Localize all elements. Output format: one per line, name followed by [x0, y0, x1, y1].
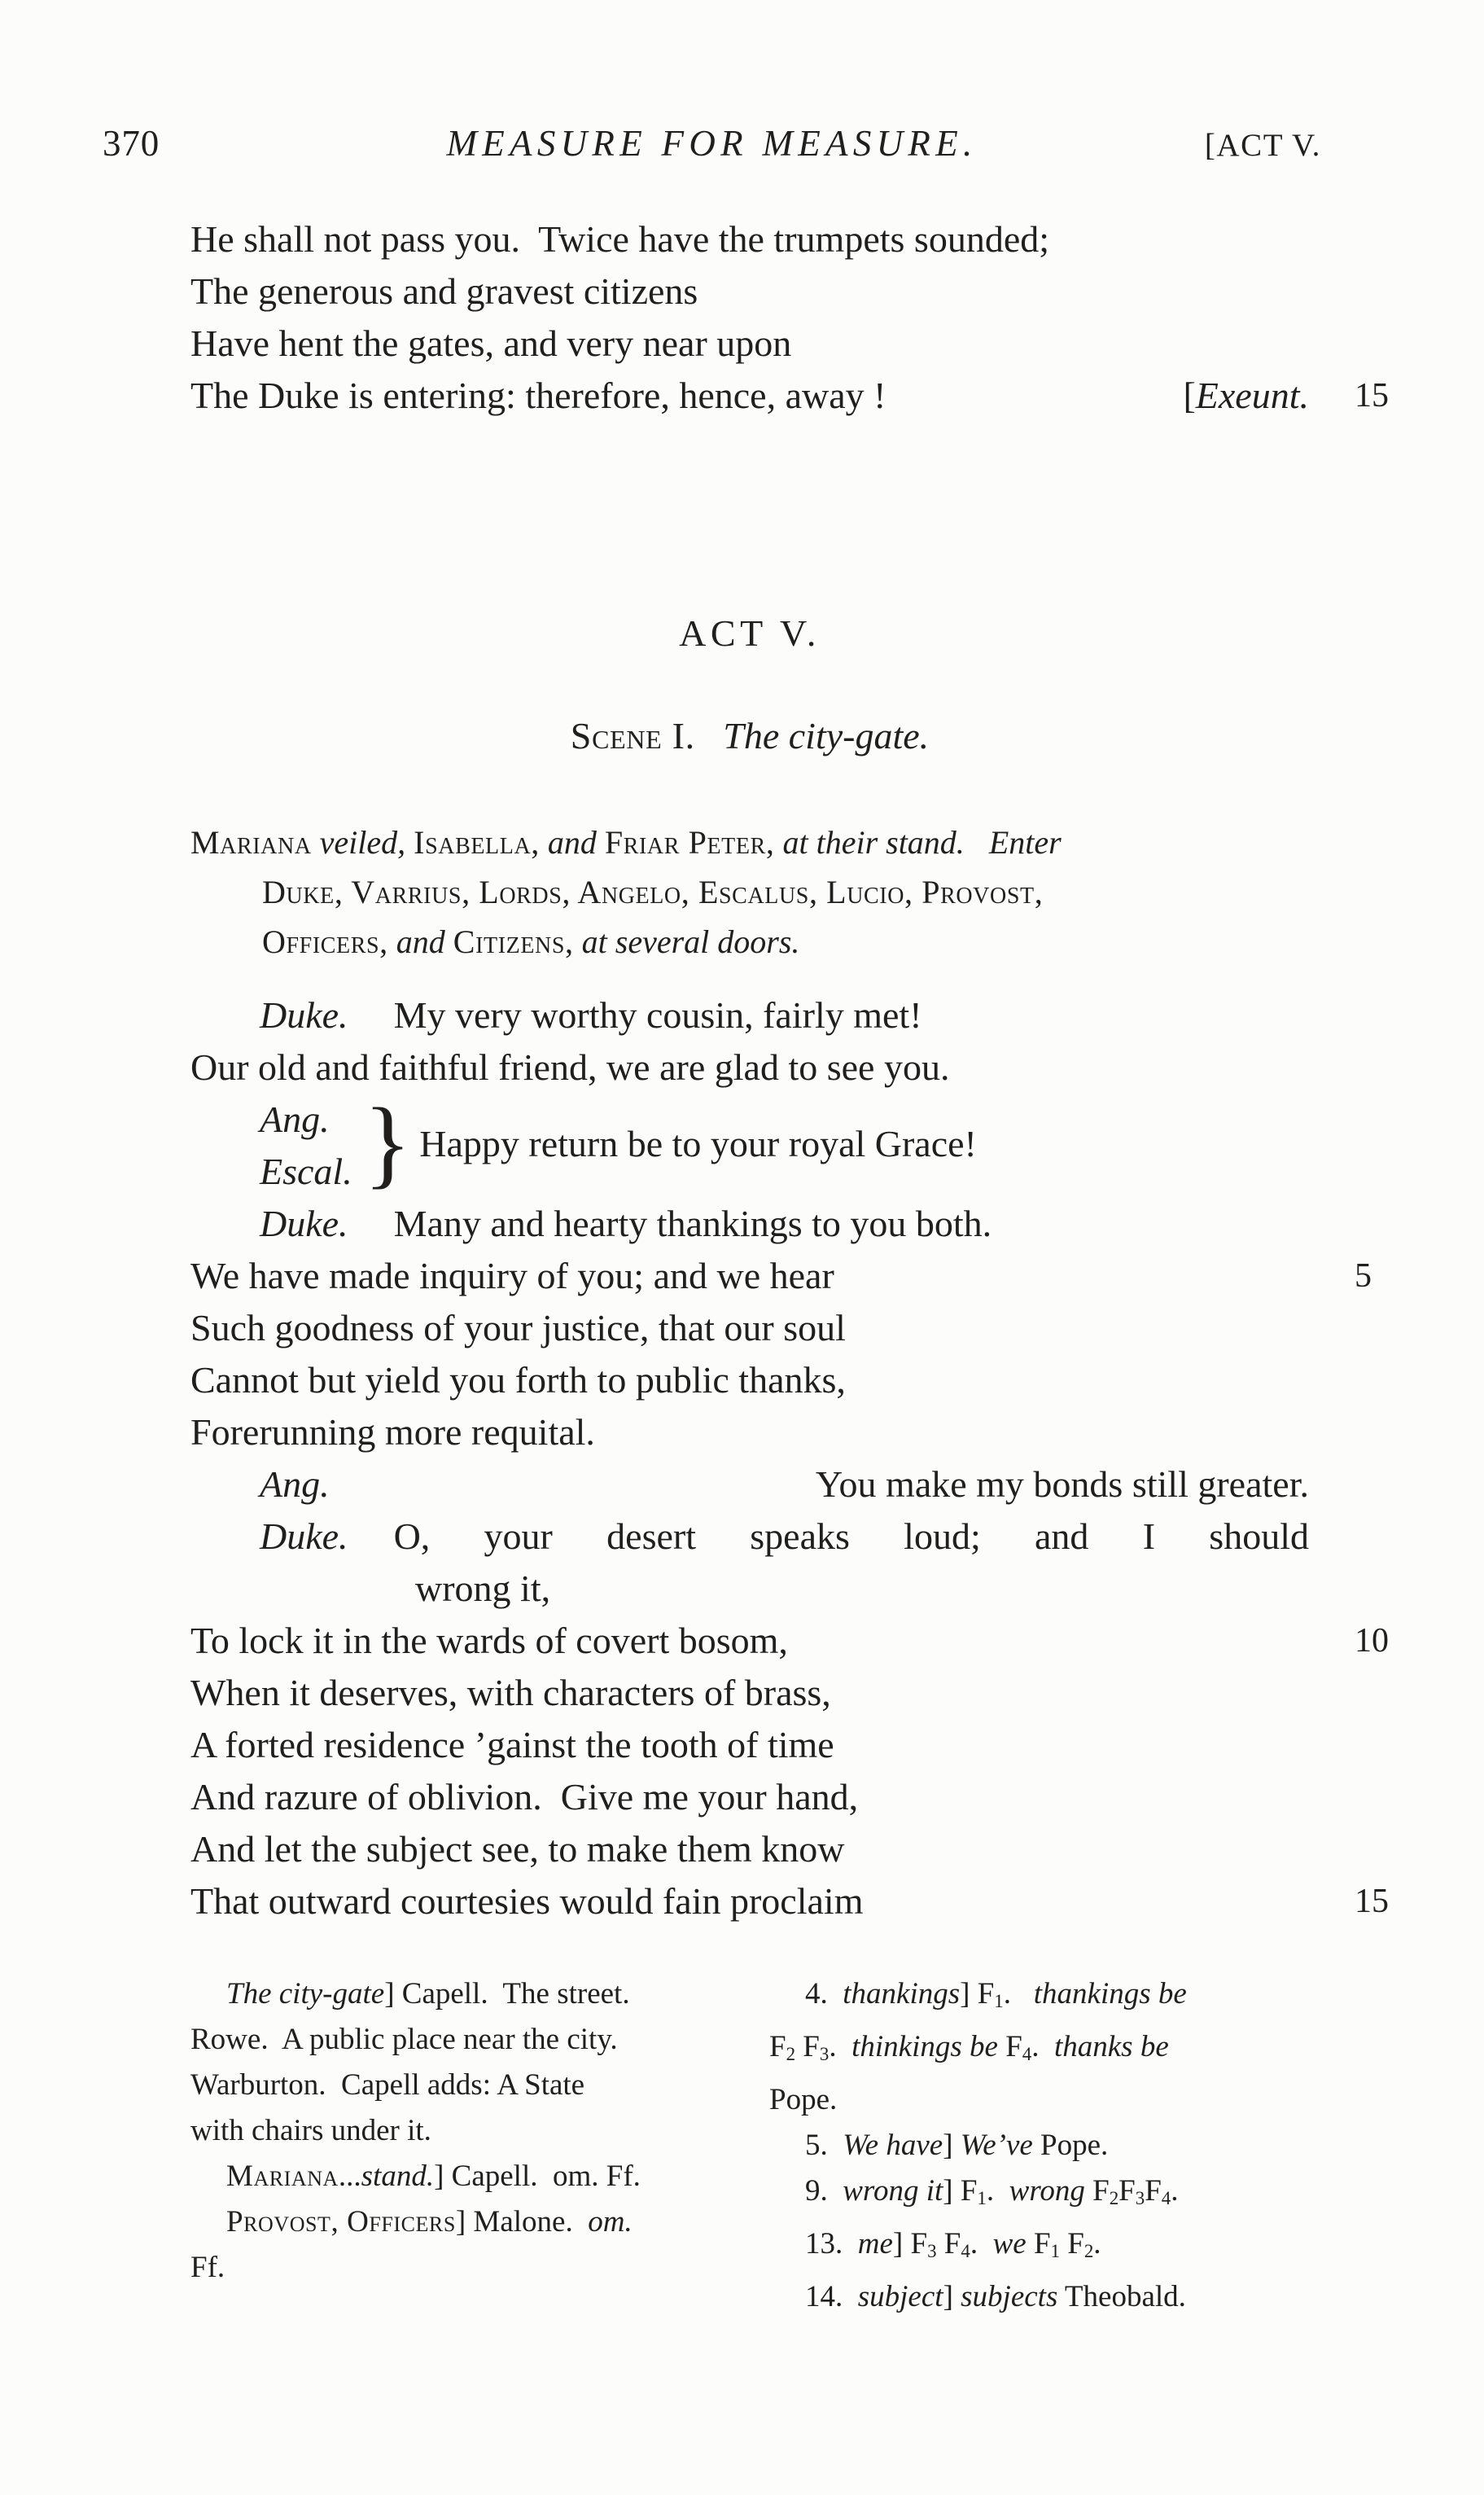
- text-segment: ...: [338, 2160, 361, 2193]
- text-segment: We have made inquiry of you; and we hear: [190, 1255, 834, 1296]
- stage-exit: [1183, 370, 1309, 422]
- italic-text: wrong: [1009, 2174, 1085, 2208]
- text-segment: F: [1084, 2174, 1110, 2208]
- stage-direction-line: [190, 867, 1309, 917]
- text-segment: You make my bonds still greater.: [815, 1463, 1309, 1505]
- subscript-figure: 3: [1135, 2188, 1145, 2209]
- italic-text: We’ve: [960, 2129, 1033, 2163]
- subscript-figure: 2: [1083, 2241, 1094, 2262]
- text-segment: O, your desert speaks loud; and I should: [393, 1515, 1309, 1557]
- text-segment: F: [1059, 2227, 1084, 2261]
- stage-direction: [190, 818, 1309, 967]
- text-segment: He shall not pass you. Twice have the trumpets sounded;: [190, 218, 1050, 260]
- footnote-line: [190, 2199, 730, 2245]
- text-segment: F: [936, 2227, 961, 2261]
- text-segment: [540, 824, 548, 861]
- text-segment: My very worthy cousin, fairly met!: [393, 994, 922, 1036]
- text-segment: .: [970, 2227, 993, 2261]
- verse-line: [190, 1615, 1389, 1667]
- italic-text: me: [857, 2227, 893, 2261]
- verse-line: [190, 1198, 1309, 1250]
- footnote-line: [769, 2274, 1309, 2320]
- text-segment: .: [986, 2174, 1009, 2208]
- text-segment: with chairs under it.: [190, 2114, 431, 2147]
- verse-line: [190, 989, 1309, 1041]
- text-segment: Cannot but yield you forth to public thanks,: [190, 1359, 846, 1401]
- smallcaps-name: Mariana: [226, 2160, 339, 2193]
- footnote-column-left: [190, 1971, 730, 2320]
- italic-text: thanks be: [1053, 2030, 1169, 2064]
- text-segment: Have hent the gates, and very near upon: [190, 322, 792, 364]
- subscript-figure: 2: [1109, 2188, 1119, 2209]
- text-segment: ] Capell. om. Ff.: [434, 2160, 641, 2193]
- line-number: 10: [1355, 1622, 1389, 1660]
- verse-line: [190, 318, 1309, 370]
- speaker-names: [260, 1094, 352, 1198]
- text-segment: When it deserves, with characters of brass,: [190, 1672, 831, 1713]
- italic-text: thinkings be: [851, 2030, 998, 2064]
- text-segment: Forerunning more requital.: [190, 1411, 595, 1453]
- shared-speech-line: [190, 1088, 1309, 1198]
- text-segment: [312, 824, 320, 861]
- text-segment: ] F: [943, 2174, 978, 2208]
- italic-text: and: [547, 824, 597, 861]
- text-segment: ] Capell. The street.: [384, 1977, 630, 2010]
- subscript-figure: 1: [1050, 2241, 1060, 2262]
- text-segment: .: [1003, 1977, 1034, 2010]
- verse-line: [190, 1458, 1309, 1511]
- smallcaps-name: Friar Peter,: [604, 824, 775, 861]
- text-segment: And razure of oblivion. Give me your hand,: [190, 1776, 859, 1818]
- italic-text: and: [396, 923, 445, 960]
- smallcaps-name: Mariana: [190, 824, 312, 861]
- verse-line: [190, 1406, 1309, 1458]
- verse-line: [190, 1771, 1309, 1823]
- text-segment: [388, 923, 396, 960]
- subscript-figure: 1: [994, 1991, 1004, 2012]
- footnote-line: [769, 2077, 1309, 2123]
- italic-text: at their stand.: [782, 824, 965, 861]
- verse-line: [190, 1667, 1309, 1719]
- verse-line: [190, 1511, 1309, 1563]
- act-heading: ACT V.: [679, 612, 821, 654]
- italic-text: subject: [857, 2280, 943, 2314]
- text-segment: 9.: [805, 2174, 843, 2208]
- italic-text: veiled,: [319, 824, 406, 861]
- verse-line: [190, 1563, 1309, 1615]
- text-segment: F: [795, 2030, 820, 2064]
- text-segment: The generous and gravest citizens: [190, 270, 698, 312]
- subscript-figure: 2: [786, 2044, 796, 2065]
- footnote-line: [190, 1971, 730, 2017]
- text-segment: [405, 824, 414, 861]
- footnote-line: [769, 2024, 1309, 2077]
- text-segment: 13.: [805, 2227, 858, 2261]
- text-segment: Pope.: [1032, 2129, 1109, 2163]
- text-segment: That outward courtesies would fain proclaim: [190, 1880, 864, 1922]
- text-segment: ] F: [960, 1977, 995, 2010]
- text-segment: ]: [943, 2129, 961, 2163]
- text-segment: F: [1118, 2174, 1136, 2208]
- stage-direction-line: [190, 818, 1309, 867]
- text-segment: ] Malone.: [455, 2205, 589, 2238]
- italic-text: we: [992, 2227, 1027, 2261]
- verse-line: [190, 1354, 1309, 1406]
- footnote-line: [769, 2123, 1309, 2168]
- line-number: 5: [1355, 1257, 1372, 1295]
- italic-text: wrong it: [843, 2174, 943, 2208]
- italic-text: subjects: [961, 2280, 1058, 2314]
- speaker-name: Ang.: [260, 1098, 330, 1140]
- text-segment: .: [1031, 2030, 1054, 2064]
- text-segment: Warburton. Capell adds: A State: [190, 2068, 585, 2102]
- footnote-column-right: [769, 1971, 1309, 2320]
- text-segment: Such goodness of your justice, that our soul: [190, 1307, 846, 1348]
- smallcaps-name: Duke, Varrius, Lords, Angelo, Escalus, Lucio, Provost,: [262, 874, 1044, 910]
- brace-glyph: }: [363, 1088, 412, 1198]
- smallcaps-name: Provost, Officers: [226, 2205, 456, 2238]
- verse-line: [190, 1041, 1309, 1094]
- text-segment: wrong it,: [415, 1568, 551, 1609]
- subscript-figure: 4: [1161, 2188, 1171, 2209]
- text-segment: 4.: [805, 1977, 843, 2010]
- footnotes: [190, 1971, 1309, 2320]
- verse-text: Happy return be to your royal Grace!: [419, 1123, 977, 1164]
- running-title: MEASURE FOR MEASURE.: [446, 123, 978, 164]
- text-segment: To lock it in the wards of covert bosom,: [190, 1620, 788, 1661]
- verse-line: [190, 1875, 1389, 1927]
- italic-text: thankings: [843, 1977, 961, 2010]
- text-segment: 14.: [805, 2280, 858, 2314]
- footnote-line: [190, 2154, 730, 2199]
- scene-heading: [190, 710, 1309, 762]
- text-segment: [965, 824, 989, 861]
- verse-line: [190, 265, 1309, 318]
- italic-text: We have: [843, 2129, 943, 2163]
- footnote-line: [190, 2063, 730, 2108]
- speaker-name: Duke.: [260, 1515, 348, 1557]
- verse-line: [190, 1302, 1309, 1354]
- subscript-figure: 3: [927, 2241, 937, 2262]
- text-segment: .: [829, 2030, 852, 2064]
- italic-text: stand.: [361, 2160, 435, 2193]
- text-segment: Ff.: [190, 2251, 225, 2284]
- stage-direction-line: [190, 917, 1309, 967]
- verse-line: [190, 1250, 1372, 1302]
- italic-text: Enter: [988, 824, 1062, 861]
- line-number: 15: [1355, 1883, 1389, 1920]
- text-segment: The Duke is entering: therefore, hence, away !: [190, 375, 886, 416]
- text-segment: Theobald.: [1057, 2280, 1186, 2314]
- text-segment: ]: [943, 2280, 961, 2314]
- text-segment: ] F: [892, 2227, 928, 2261]
- footnote-line: [769, 1971, 1309, 2024]
- page-header: [0, 0, 1484, 164]
- text-segment: 5.: [805, 2129, 843, 2163]
- italic-text: at several doors.: [581, 923, 800, 960]
- text-segment: Our old and faithful friend, we are glad to see you.: [190, 1046, 950, 1088]
- text-segment: .: [1093, 2227, 1101, 2261]
- smallcaps-name: Officers,: [262, 923, 388, 960]
- italic-text: The city-gate: [226, 1977, 385, 2010]
- page-number: 370: [103, 123, 160, 164]
- text-segment: F: [769, 2030, 786, 2064]
- text-segment: F: [1026, 2227, 1051, 2261]
- text-segment: [445, 923, 453, 960]
- verse-line: [190, 213, 1309, 265]
- text-segment: [597, 824, 605, 861]
- subscript-figure: 1: [977, 2188, 987, 2209]
- speaker-name: Ang.: [260, 1463, 330, 1505]
- text-segment: And let the subject see, to make them know: [190, 1828, 845, 1870]
- text-segment: F: [1145, 2174, 1162, 2208]
- smallcaps-name: Scene I.: [570, 715, 695, 756]
- italic-text: The city-gate.: [723, 715, 930, 756]
- speaker-name: Escal.: [260, 1151, 352, 1192]
- dialogue-block: [190, 989, 1389, 1927]
- text-column: [190, 213, 1389, 2320]
- footnote-line: [769, 2221, 1309, 2274]
- text-segment: .: [1171, 2174, 1179, 2208]
- subscript-figure: 4: [961, 2241, 970, 2262]
- text-segment: Rowe. A public place near the city.: [190, 2023, 618, 2056]
- italic-text: om.: [588, 2205, 633, 2238]
- text-segment: Many and hearty thankings to you both.: [393, 1203, 992, 1244]
- footnote-line: [190, 2017, 730, 2063]
- text-segment: A forted residence ’gainst the tooth of time: [190, 1724, 834, 1765]
- text-segment: [774, 824, 782, 861]
- italic-text: Exeunt.: [1195, 375, 1309, 416]
- act-label: [ACT V.: [1204, 128, 1321, 163]
- footnote-line: [190, 2108, 730, 2154]
- verse-line: [190, 1719, 1309, 1771]
- text-segment: [695, 715, 724, 756]
- text-segment: [: [1183, 375, 1196, 416]
- verse-text: [816, 1458, 1309, 1511]
- subscript-figure: 4: [1022, 2044, 1032, 2065]
- verse-line: [190, 1823, 1309, 1875]
- footnote-line: [769, 2168, 1309, 2221]
- speaker-name: Duke.: [260, 1203, 348, 1244]
- speaker-name: Duke.: [260, 994, 348, 1036]
- smallcaps-name: Citizens,: [453, 923, 574, 960]
- footnote-line: [190, 2245, 730, 2291]
- italic-text: thankings be: [1033, 1977, 1187, 2010]
- smallcaps-name: Isabella,: [414, 824, 540, 861]
- line-number: 15: [1355, 377, 1389, 414]
- verse-line: [190, 370, 1389, 422]
- text-segment: [574, 923, 582, 960]
- subscript-figure: 3: [819, 2044, 830, 2065]
- text-segment: F: [997, 2030, 1022, 2064]
- text-segment: Pope.: [769, 2083, 838, 2117]
- continuation-block: [190, 213, 1389, 422]
